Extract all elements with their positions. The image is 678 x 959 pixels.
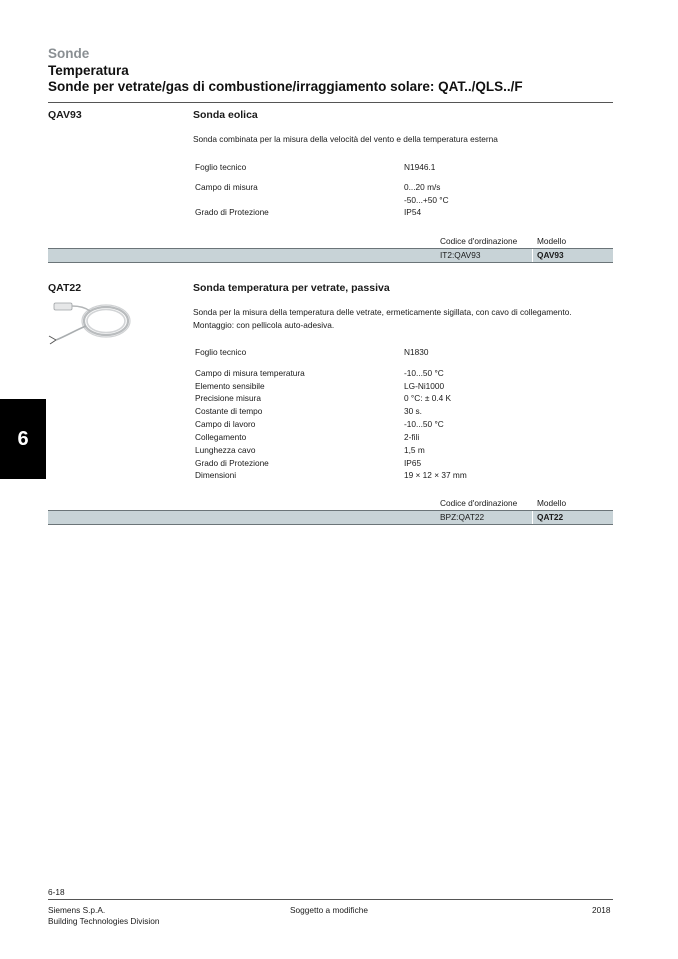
order-code-header: Codice d'ordinazione — [440, 236, 518, 246]
description-line: Montaggio: con pellicola auto-adesiva. — [193, 320, 335, 330]
spec-value: 0...20 m/s — [404, 182, 441, 192]
spec-label: Dimensioni — [195, 470, 237, 480]
spec-value: N1830 — [404, 347, 429, 357]
spec-value: 30 s. — [404, 406, 422, 416]
order-code-header: Codice d'ordinazione — [440, 498, 518, 508]
chapter-tab: 6 — [0, 399, 46, 479]
category-label: Sonde — [48, 46, 90, 61]
footer-note: Soggetto a modifiche — [290, 905, 368, 915]
spec-value: 0 °C: ± 0.4 K — [404, 393, 452, 403]
spec-label: Campo di misura temperatura — [195, 368, 305, 378]
sensor-cable-image — [46, 296, 134, 346]
product-title: Sonda eolica — [193, 109, 258, 121]
header-divider — [48, 102, 613, 103]
company-line: Siemens S.p.A. — [48, 905, 106, 915]
spec-value: IP54 — [404, 207, 422, 217]
spec-label: Grado di Protezione — [195, 207, 269, 217]
page-number: 6-18 — [48, 887, 65, 897]
spec-value: N1946.1 — [404, 162, 436, 172]
spec-value: 19 × 12 × 37 mm — [404, 470, 467, 480]
product-description — [193, 306, 613, 332]
spec-label: Elemento sensibile — [195, 381, 265, 391]
section-subtitle: Sonde per vetrate/gas di combustione/irraggiamento solare: QAT../QLS../F — [48, 79, 523, 94]
spec-label: Lunghezza cavo — [195, 445, 256, 455]
product-code: QAV93 — [48, 109, 82, 121]
spec-value: IP65 — [404, 458, 422, 468]
column-separator — [532, 249, 533, 262]
spec-label: Precisione misura — [195, 393, 261, 403]
product-description: Sonda combinata per la misura della velocità del vento e della temperatura esterna — [193, 134, 498, 144]
spec-label: Foglio tecnico — [195, 347, 247, 357]
spec-value: 2-fili — [404, 432, 420, 442]
company-name — [48, 905, 159, 927]
order-code: BPZ:QAT22 — [440, 512, 485, 522]
spec-value: LG-Ni1000 — [404, 381, 445, 391]
spec-label: Foglio tecnico — [195, 162, 247, 172]
description-line: Sonda per la misura della temperatura delle vetrate, ermeticamente sigillata, con cavo di collegamento. — [193, 307, 572, 317]
spec-label: Campo di lavoro — [195, 419, 256, 429]
spec-value: 1,5 m — [404, 445, 425, 455]
order-code: IT2:QAV93 — [440, 250, 481, 260]
section-title: Temperatura — [48, 63, 129, 78]
spec-value: -50...+50 °C — [404, 195, 449, 205]
footer-year: 2018 — [592, 905, 611, 915]
spec-label: Collegamento — [195, 432, 247, 442]
model-header: Modello — [537, 498, 567, 508]
spec-label: Grado di Protezione — [195, 458, 269, 468]
spec-label: Costante di tempo — [195, 406, 263, 416]
model-code: QAV93 — [537, 250, 564, 260]
order-row — [48, 248, 613, 263]
product-title: Sonda temperatura per vetrate, passiva — [193, 282, 390, 294]
column-separator — [532, 511, 533, 524]
company-line: Building Technologies Division — [48, 916, 160, 926]
product-code: QAT22 — [48, 282, 82, 294]
spec-label: Campo di misura — [195, 182, 258, 192]
spec-value: -10...50 °C — [404, 419, 444, 429]
footer-divider — [48, 899, 613, 900]
model-header: Modello — [537, 236, 567, 246]
model-code: QAT22 — [537, 512, 564, 522]
spec-value: -10...50 °C — [404, 368, 444, 378]
order-row — [48, 510, 613, 525]
